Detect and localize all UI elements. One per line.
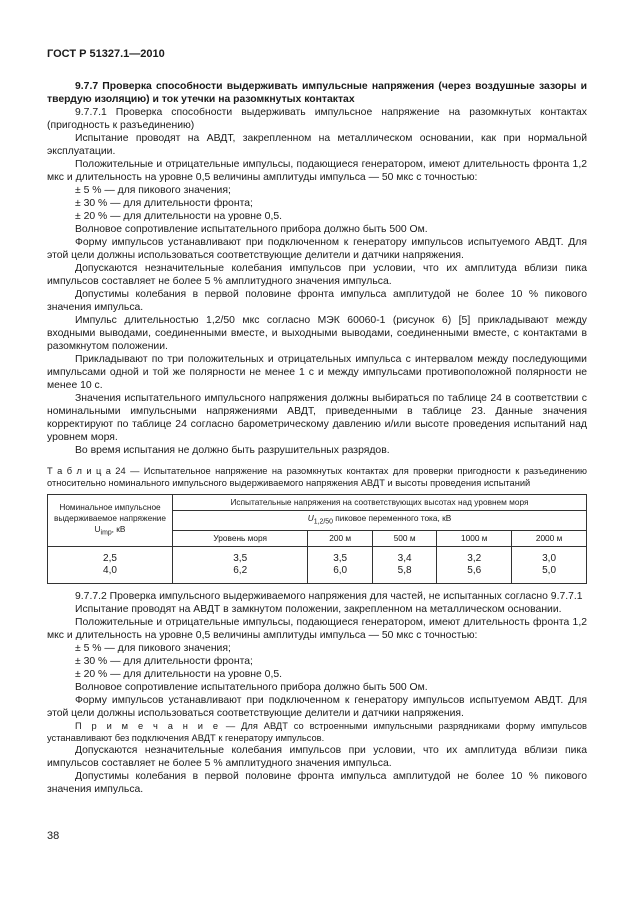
page-content bbox=[47, 80, 587, 796]
table-cell: 3,4 5,8 bbox=[372, 546, 436, 583]
paragraph: Допускаются незначительные колебания импульсов при условии, что их амплитуда вблизи пика импульсов составляет не более 5 % амплитудного значения импульса. bbox=[47, 744, 587, 769]
table-caption-text: — Испытательное напряжение на разомкнутых контактах для проверки пригодности к разъединению относительно номинального импульсного выдерживаемого напряжения АВДТ и высоты проведения испытаний bbox=[47, 466, 587, 488]
paragraph: Импульс длительностью 1,2/50 мкс согласно МЭК 60060-1 (рисунок 6) [5] прикладывают между входными выводами, соединенными вместе, и выходными выводами, соединенными вместе, с контактами в разомкнутом положении. bbox=[47, 315, 587, 352]
section-heading: 9.7.7 Проверка способности выдерживать импульсные напряжения (через воздушные зазоры и твердую изоляцию) и ток утечки на разомкнутых контактах bbox=[47, 81, 587, 105]
table-cell: 3,2 5,6 bbox=[437, 546, 512, 583]
paragraph: Значения испытательного импульсного напряжения должны выбираться по таблице 24 в соответствии с номинальными импульсными напряжениями АВДТ, приведенными в таблице 23. Данные значения корректируют по таблице 24 согласно барометрическому давлению и/или высоте проведения испытаний над уровнем моря. bbox=[47, 393, 587, 443]
tolerance-item: ± 5 % — для пикового значения; bbox=[75, 642, 231, 654]
altitude-header: 2000 м bbox=[512, 530, 587, 546]
tolerance-item: ± 30 % — для длительности фронта; bbox=[75, 655, 253, 667]
tolerance-item: ± 20 % — для длительности на уровне 0,5. bbox=[75, 211, 283, 222]
test-voltage-subheader: $U_{1,2/50}$ пиковое переменного тока, кВ bbox=[173, 511, 587, 531]
altitude-header: Уровень моря bbox=[173, 530, 308, 546]
table-caption-label: Т а б л и ц а 24 bbox=[47, 466, 126, 476]
altitude-header: 500 м bbox=[372, 530, 436, 546]
table-cell: 2,5 4,0 bbox=[48, 546, 173, 583]
paragraph: 9.7.7.2 Проверка импульсного выдерживаемого напряжения для частей, не испытанных согласно 9.7.7.1 bbox=[75, 590, 583, 602]
table-24 bbox=[47, 494, 587, 584]
paragraph: Форму импульсов устанавливают при подключенном к генератору импульсов испытуемого АВДТ. Для этой цели должны использоваться соответствующие делители и датчики напряжения. bbox=[47, 237, 587, 261]
table-cell: 3,5 6,2 bbox=[173, 546, 308, 583]
altitude-header: 200 м bbox=[308, 530, 372, 546]
tolerance-item: ± 5 % — для пикового значения; bbox=[75, 185, 231, 196]
table-cell: 3,0 5,0 bbox=[512, 546, 587, 583]
paragraph: Форму импульсов устанавливают при подключенном к генератору импульсов испытуемом АВДТ. Для этой цели должны использоваться соответствующие делители и датчики напряжения. bbox=[47, 694, 587, 719]
table-caption bbox=[47, 465, 587, 489]
paragraph: Во время испытания не должно быть разрушительных разрядов. bbox=[75, 445, 390, 456]
altitude-header: 1000 м bbox=[437, 530, 512, 546]
standard-header: ГОСТ Р 51327.1—2010 bbox=[47, 48, 165, 60]
paragraph: Испытание проводят на АВДТ, закрепленном на металлическом основании, как при нормальной эксплуатации. bbox=[47, 133, 587, 157]
paragraph: Допустимы колебания в первой половине фронта импульса амплитудой не более 10 % пикового значения импульса. bbox=[47, 289, 587, 313]
paragraph: Волновое сопротивление испытательного прибора должно быть 500 Ом. bbox=[75, 681, 428, 693]
paragraph: Допускаются незначительные колебания импульсов при условии, что их амплитуда вблизи пика импульсов составляет не более 5 % амплитудного значения импульса. bbox=[47, 263, 587, 287]
altitude-group-header: Испытательные напряжения на соответствующих высотах над уровнем моря bbox=[173, 495, 587, 511]
tolerance-item: ± 30 % — для длительности фронта; bbox=[75, 198, 253, 209]
paragraph: Положительные и отрицательные импульсы, подающиеся генератором, имеют длительность фронта 1,2 мкс и длительность на уровне 0,5 величины амплитуды импульса — 50 мкс с точностью: bbox=[47, 616, 587, 641]
paragraph: Прикладывают по три положительных и отрицательных импульса с интервалом между последующими импульсами одной и той же полярности не менее 1 с и между импульсами противоположной полярности не менее 10 с. bbox=[47, 354, 587, 391]
paragraph: Испытание проводят на АВДТ в замкнутом положении, закрепленном на металлическом основании. bbox=[75, 603, 562, 615]
paragraph: Волновое сопротивление испытательного прибора должно быть 500 Ом. bbox=[75, 224, 428, 235]
tolerance-item: ± 20 % — для длительности на уровне 0,5. bbox=[75, 668, 283, 680]
note-text: — Для АВДТ со встроенными импульсными разрядниками форму импульсов устанавливают без подключения АВДТ к генератору импульсов. bbox=[47, 720, 587, 743]
col-nominal-voltage-header: Номинальное импульсное выдерживаемое напряжение $U_{imp}$, кВ bbox=[48, 495, 173, 547]
note bbox=[47, 720, 587, 744]
paragraph: 9.7.7.1 Проверка способности выдерживать импульсное напряжение на разомкнутых контактах (пригодность к разъединению) bbox=[47, 107, 587, 131]
note-label: П р и м е ч а н и е bbox=[75, 720, 221, 731]
paragraph: Допустимы колебания в первой половине фронта импульса амплитудой не более 10 % пикового значения импульса. bbox=[47, 770, 587, 795]
table-cell: 3,5 6,0 bbox=[308, 546, 372, 583]
paragraph: Положительные и отрицательные импульсы, подающиеся генератором, имеют длительность фронта 1,2 мкс и длительность на уровне 0,5 величины амплитуды импульса — 50 мкс с точностью: bbox=[47, 159, 587, 183]
page-number: 38 bbox=[47, 830, 60, 842]
